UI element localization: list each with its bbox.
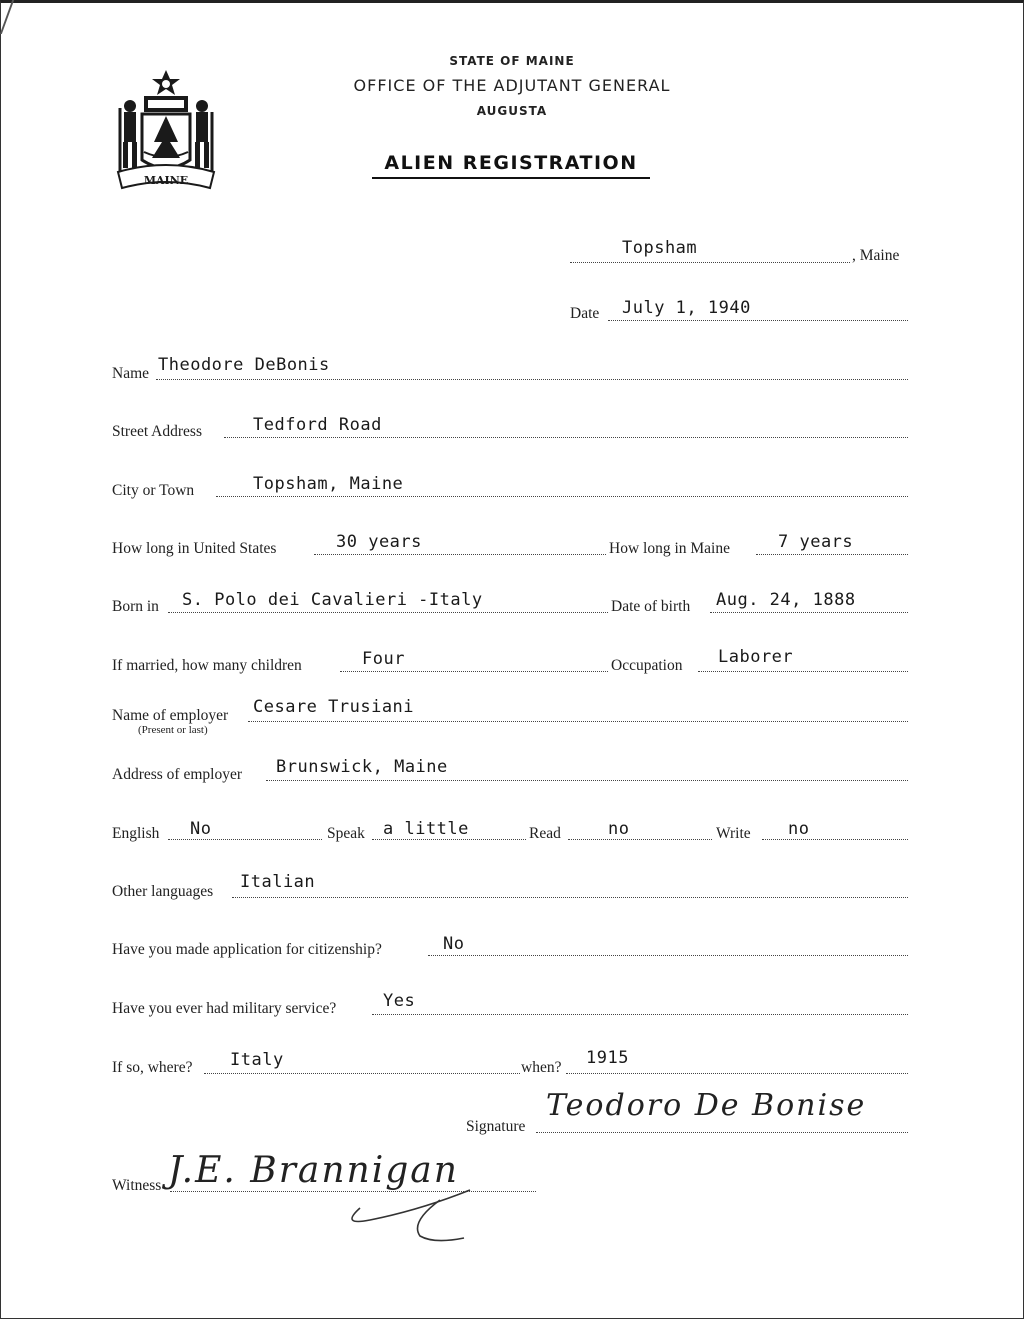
form-title: ALIEN REGISTRATION: [372, 152, 650, 179]
where-line: [204, 1073, 520, 1074]
us-duration-label: How long in United States: [112, 540, 277, 557]
birth-date-label: Date of birth: [611, 598, 691, 615]
write-label: Write: [716, 825, 751, 842]
speak-line: [372, 839, 526, 840]
children-value: Four: [362, 649, 405, 669]
city-value: Topsham, Maine: [253, 474, 404, 494]
state-heading: STATE OF MAINE: [449, 54, 575, 68]
other-languages-line: [232, 897, 908, 898]
citizenship-value: No: [443, 934, 465, 954]
employer-address-label: Address of employer: [112, 766, 242, 783]
military-label: Have you ever had military service?: [112, 1000, 337, 1017]
signature-label: Signature: [466, 1118, 526, 1135]
english-line: [168, 839, 322, 840]
witness-flourish: [330, 1180, 480, 1244]
city-line: [216, 496, 908, 497]
write-line: [762, 839, 908, 840]
when-label: when?: [521, 1059, 562, 1076]
when-line: [566, 1073, 908, 1074]
employer-name-label: Name of employer: [112, 707, 229, 724]
birth-date-value: Aug. 24, 1888: [716, 590, 856, 610]
children-line: [340, 671, 608, 672]
employer-name-value: Cesare Trusiani: [253, 697, 415, 717]
witness-label: Witness: [112, 1177, 162, 1194]
read-line: [568, 839, 712, 840]
street-line: [224, 437, 908, 438]
english-label: English: [112, 825, 160, 842]
where-value: Italy: [230, 1050, 284, 1070]
born-in-line: [168, 612, 608, 613]
maine-duration-value: 7 years: [778, 532, 854, 552]
born-in-label: Born in: [112, 598, 159, 615]
city-label: City or Town: [112, 482, 195, 499]
where-label: If so, where?: [112, 1059, 193, 1076]
other-languages-label: Other languages: [112, 883, 214, 900]
state-suffix: , Maine: [852, 247, 900, 264]
date-label: Date: [570, 305, 600, 322]
english-value: No: [190, 819, 212, 839]
folded-corner: [0, 0, 38, 34]
signature-line: [536, 1132, 908, 1133]
name-value: Theodore DeBonis: [158, 355, 330, 375]
maine-duration-label: How long in Maine: [609, 540, 730, 557]
street-value: Tedford Road: [253, 415, 382, 435]
seal-text: MAINE: [143, 174, 189, 187]
name-line: [156, 379, 908, 380]
employer-address-value: Brunswick, Maine: [276, 757, 448, 777]
write-value: no: [788, 819, 810, 839]
birth-date-line: [710, 612, 908, 613]
date-value: July 1, 1940: [622, 298, 751, 318]
town-value: Topsham: [622, 238, 698, 258]
name-label: Name: [112, 365, 150, 382]
town-line: [570, 262, 850, 263]
citizenship-label: Have you made application for citizenship?: [112, 941, 382, 958]
occupation-line: [698, 671, 908, 672]
signature-handwriting: Teodoro De Bonise: [546, 1088, 867, 1123]
other-languages-value: Italian: [240, 872, 316, 892]
born-in-value: S. Polo dei Cavalieri -Italy: [182, 590, 483, 610]
read-value: no: [608, 819, 630, 839]
office-heading: OFFICE OF THE ADJUTANT GENERAL: [353, 76, 671, 95]
street-label: Street Address: [112, 423, 202, 440]
employer-name-line: [248, 721, 908, 722]
employer-address-line: [266, 780, 908, 781]
military-value: Yes: [383, 991, 416, 1011]
when-value: 1915: [586, 1048, 629, 1068]
military-line: [372, 1014, 908, 1015]
read-label: Read: [529, 825, 561, 842]
speak-value: a little: [383, 819, 469, 839]
us-duration-value: 30 years: [336, 532, 422, 552]
occupation-value: Laborer: [718, 647, 794, 667]
employer-name-sublabel: (Present or last): [138, 724, 208, 736]
children-label: If married, how many children: [112, 657, 302, 674]
speak-label: Speak: [327, 825, 365, 842]
occupation-label: Occupation: [611, 657, 683, 674]
witness-handwriting: J.E. Brannigan: [168, 1150, 459, 1191]
city-heading: AUGUSTA: [476, 104, 548, 118]
date-line: [608, 320, 908, 321]
maine-duration-line: [756, 554, 908, 555]
us-duration-line: [314, 554, 606, 555]
citizenship-line: [428, 955, 908, 956]
